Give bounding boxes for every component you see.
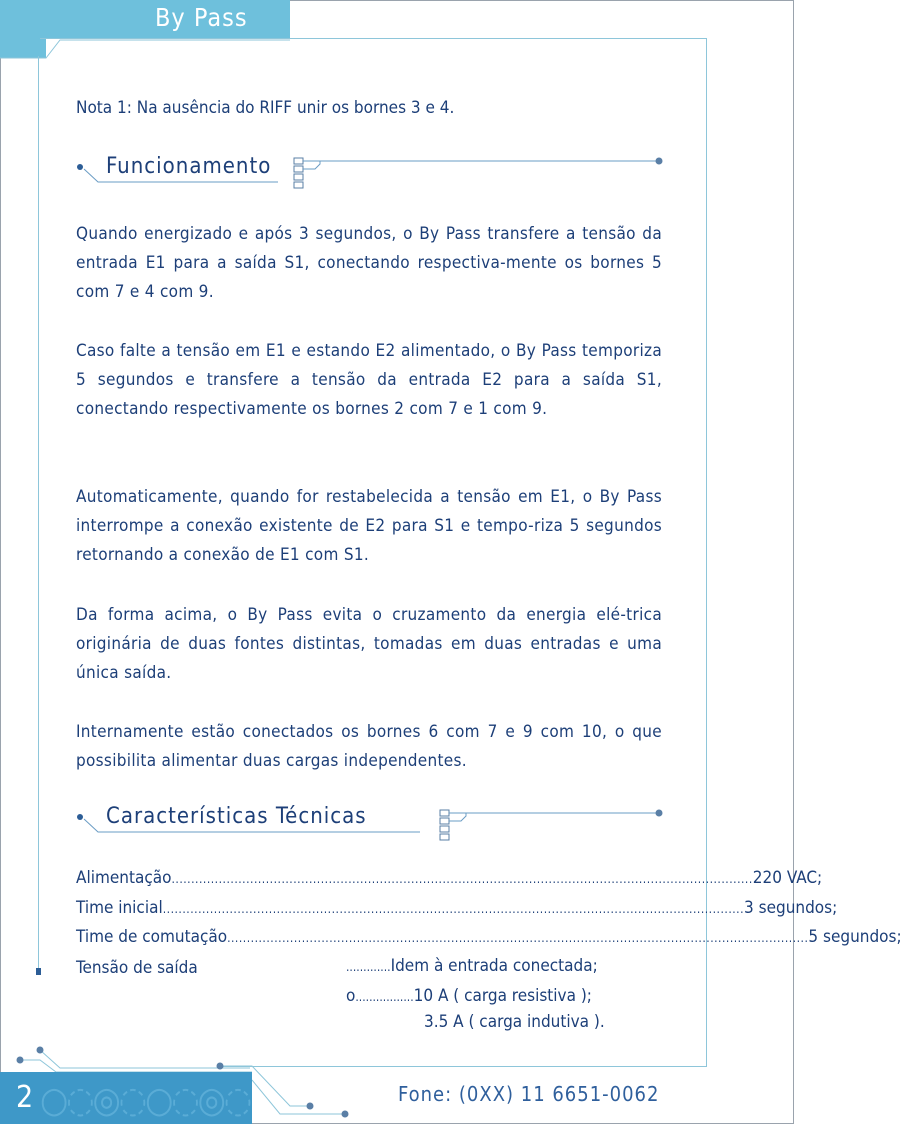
page-title: By Pass xyxy=(155,3,248,32)
spec-value-row xyxy=(346,956,598,976)
spec-value: 220 VAC; xyxy=(752,868,823,888)
dot-leader: .................................................................................................................................................... xyxy=(227,931,809,945)
spec-current-row xyxy=(346,986,592,1006)
section-title-funcionamento: Funcionamento xyxy=(106,154,272,179)
phone-number: Fone: (0XX) 11 6651-0062 xyxy=(398,1082,660,1106)
paragraph-4: Da forma acima, o By Pass evita o cruzamento da energia elé-trica originária de duas fontes distintas, tomadas em duas entradas e uma única saída. xyxy=(76,605,662,683)
line-end-dot xyxy=(656,158,663,165)
dot-leader: .................................................................................................................................................... xyxy=(162,902,745,916)
spec-value-2: 3.5 A ( carga indutiva ). xyxy=(424,1012,605,1032)
paragraph-2: Caso falte a tensão em E1 e estando E2 alimentado, o By Pass temporiza 5 segundos e transfere a tensão da entrada E2 para a saída S1, conectando respectivamente os bornes 2 com 7 e 1 com 9. xyxy=(76,341,662,419)
footer-pattern: ○◌◎◌○◌◎◌ xyxy=(40,1080,251,1121)
spec-value: 3 segundos; xyxy=(744,898,838,918)
paragraph-5: Internamente estão conectados os bornes 6 com 7 e 9 com 10, o que possibilita alimentar duas cargas independentes. xyxy=(76,722,662,771)
paragraph-3: Automaticamente, quando for restabelecida a tensão em E1, o By Pass interrompe a conexão existente de E2 para S1 e tempo-riza 5 segundos retornando a conexão de E1 com S1. xyxy=(76,487,662,565)
page-number: 2 xyxy=(16,1080,34,1115)
dot-leader: ................. xyxy=(355,990,414,1004)
section-title-caracteristicas: Características Técnicas xyxy=(106,804,367,829)
note-text: Nota 1: Na ausência do RIFF unir os bornes 3 e 4. xyxy=(76,98,455,118)
spec-row xyxy=(76,898,838,918)
spec-label-cut: Tensão de saída xyxy=(76,958,198,978)
spec-label: Alimentação xyxy=(76,868,172,888)
spec-label: Time inicial xyxy=(76,898,163,918)
spec-value: 10 A ( carga resistiva ); xyxy=(413,986,592,1006)
bullet-dot xyxy=(77,164,83,170)
spec-prefix: o xyxy=(346,986,356,1006)
line-terminal xyxy=(36,968,41,975)
spec-value: 5 segundos; xyxy=(808,927,902,947)
spec-row xyxy=(76,868,823,888)
paragraph-1: Quando energizado e após 3 segundos, o By Pass transfere a tensão da entrada E1 para a saída S1, conectando respectiva-mente os bornes 5 com 7 e 4 com 9. xyxy=(76,224,662,302)
spec-row xyxy=(76,927,902,947)
dot-leader: ............. xyxy=(346,960,391,974)
dot-leader: .................................................................................................................................................... xyxy=(171,872,753,886)
spec-value: Idem à entrada conectada; xyxy=(390,956,598,976)
spec-label: Time de comutação xyxy=(76,927,228,947)
